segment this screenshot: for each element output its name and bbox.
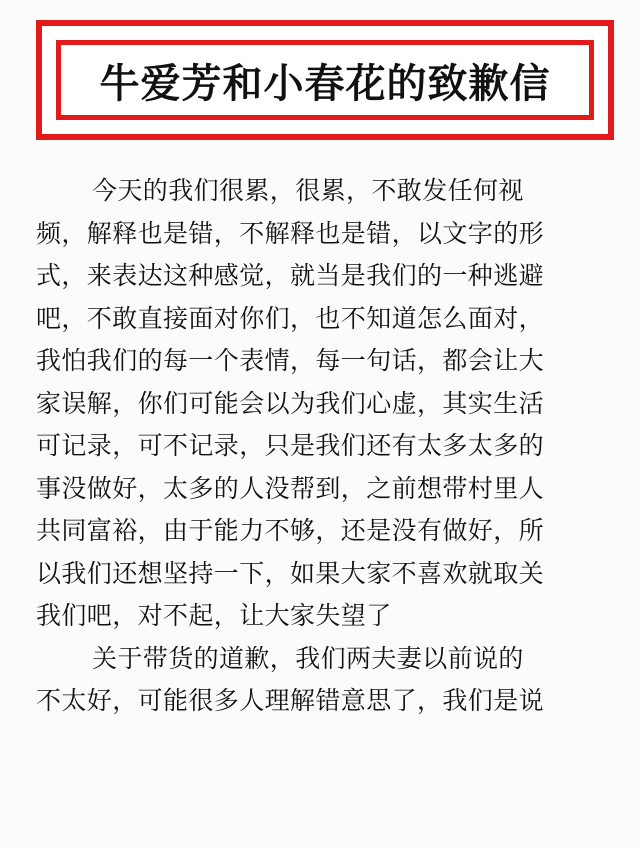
paragraph-1-line: 我怕我们的每一个表情，每一句话，都会让大 [36,346,545,375]
paragraph-1-line: 今天的我们很累，很累，不敢发任何视 [92,176,524,205]
title-border-outer [36,20,614,140]
paragraph-1-line: 可记录，可不记录，只是我们还有太多太多的 [36,431,545,460]
paragraph-1-line: 共同富裕，由于能力不够，还是没有做好，所 [36,516,545,545]
paragraph-1-line: 频，解释也是错，不解释也是错，以文字的形 [36,218,545,248]
paragraph-1-line: 家误解，你们可能会以为我们心虚，其实生活 [36,388,545,418]
paragraph-1-line: 式，来表达这种感觉，就当是我们的一种逃避 [36,261,545,290]
title-border-inner [56,40,594,120]
paragraph-1-line: 事没做好，太多的人没帮到，之前想带村里人 [36,473,545,503]
paragraph-1-line: 以我们还想坚持一下，如果大家不喜欢就取关 [36,558,545,588]
letter-title: 牛爱芳和小春花的致歉信 [99,60,551,107]
paragraph-2-line: 关于带货的道歉，我们两夫妻以前说的 [92,643,524,673]
paragraph-1-line: 吧，不敢直接面对你们，也不知道怎么面对， [36,303,545,333]
letter-body [36,170,616,723]
paragraph-2-line: 不太好，可能很多人理解错意思了，我们是说 [36,686,545,715]
paragraph-1-line: 我们吧，对不起，让大家失望了 [36,601,392,630]
